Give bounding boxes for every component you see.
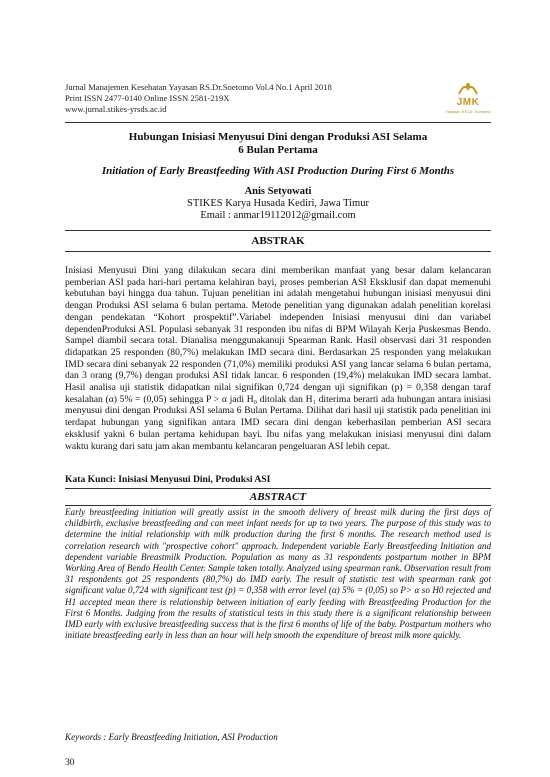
paper-title — [65, 131, 491, 157]
abstract-keywords: Keywords : Early Breastfeeding Initiation, ASI Production — [65, 732, 278, 742]
abstrak-top-divider — [65, 230, 491, 231]
abstract-body: Early breastfeeding initiation will greatly assist in the smooth delivery of breast milk during the first days of childbirth, exclusive breastfeeding and can meet infant needs for up to two years. The purpose of this study was to determine the initial relationship with milk production during the first 6 months. The research method used is correlation research with "prospective cohort" approach. Independent variable Early Breastfeeding Initiation and dependent variable Breastmilk Production. Population as many as 31 respondents postpartum mother in BPM Working Area of Bendo Health Center. Sample taken totally. Analyzed using spearman rank. Observation result from 31 respondents got 25 respondents (80,7%) do IMD early. The result of statistic test with spearman rank got significant value 0,724 with significant test (p) = 0,358 with error level (α) 5% = (0,05) so P> α so H0 rejected and H1 accepted mean there is relationship between initiation of early feeding with Breastfeeding Production for the First 6 Months. Judging from the results of statistical tests in this study there is a significant relationship between IMD early with exclusive breastfeeding success that is the first 6 months of life of the baby. Postpartum mothers who initiate breastfeeding early in less than an hour will help smooth the expenditure of breast milk more quickly. — [65, 507, 491, 641]
abstract-bottom-divider — [65, 505, 491, 506]
journal-logo-text: JMK — [456, 97, 480, 108]
journal-info — [65, 82, 332, 115]
author-email[interactable]: Email : anmar19112012@gmail.com — [200, 210, 356, 221]
paper-title-line1: Hubungan Inisiasi Menyusui Dini dengan Produksi ASI Selama — [128, 131, 428, 143]
abstrak-bottom-divider — [65, 251, 491, 252]
author-name: Anis Setyowati — [244, 186, 312, 197]
abstrak-heading: ABSTRAK — [251, 235, 305, 247]
journal-url[interactable]: www.jurnal.stikes-yrsds.ac.id — [65, 104, 167, 114]
journal-issn: Print ISSN 2477-0140 Online ISSN 2581-219X — [65, 93, 230, 103]
journal-logo-subtext: Yayasan RS Dr. Soetomo — [445, 109, 491, 114]
abstrak-keywords: Kata Kunci: Inisiasi Menyusui Dini, Produksi ASI — [65, 474, 271, 485]
journal-name: Jurnal Manajemen Kesehatan Yayasan RS.Dr.Soetomo Vol.4 No.1 April 2018 — [65, 82, 332, 92]
abstrak-body: Inisiasi Menyusui Dini yang dilakukan secara dini memberikan manfaat yang besar dalam kelancaran pemberian ASI pada hari-hari pertama kelahiran bayi, proses pemberian ASI Eksklusif dan dapat memenuhi kebutuhan bayi hingga dua tahun. Tujuan penelitian ini adalah mengetahui hubungan inisiasi menyusui dini dengan Produksi ASI selama 6 bulan pertama. Metode penelitian yang digunakan adalah penelitian korelasi dengan pendekatan “Kohort prospektif”.Variabel independen Inisiasi menyusui dini dan variabel dependenProduksi ASI. Populasi sebanyak 31 responden ibu nifas di BPM Wilayah Kerja Puskesmas Bendo. Sampel diambil secara total. Dianalisa menggunakanuji Spearman Rank. Hasil observasi dari 31 responden didapatkan 25 responden (80,7%) melakukan IMD secara dini. Berdasarkan 25 responden yang melakukan IMD secara dini sebanyak 22 responden (71,0%) memiliki produksi ASI yang lancar selama 6 bulan pertama, dan 3 orang (9,7%) dengan produksi ASI tidak lancar. 6 responden (19,4%) melakukan IMD secara lambat. Hasil analisa uji statistik didapatkan nilai signifikan 0,724 dengan uji signifikan (p) = 0,358 dengan taraf kesalahan (α) 5% = (0,05) sehingga P > α jadi H₀ ditolak dan H₁ diterima berarti ada hubungan antara inisiasi menyusui dini dengan Produksi ASI selama 6 Bulan Pertama. Dilihat dari hasil uji statistik pada penelitian ini terdapat hubungan yang signifikan antara IMD secara dini dengan keberhasilan pemberian ASI secara eksklusif yakni 6 bulan pertama kehidupan bayi. Ibu nifas yang melakukan inisiasi menyusui dini dalam waktu kurang dari satu jam akan membantu kelancaran pengeluaran ASI lebih cepat. — [65, 265, 491, 452]
journal-logo-icon — [457, 82, 479, 96]
abstract-top-divider — [65, 488, 491, 489]
author-block — [65, 186, 491, 222]
abstract-heading: ABSTRACT — [249, 491, 307, 503]
page-number: 30 — [65, 757, 75, 768]
author-affiliation: STIKES Karya Husada Kediri, Jawa Timur — [187, 198, 369, 209]
paper-title-line2: 6 Bulan Pertama — [238, 144, 318, 156]
journal-header — [65, 82, 491, 122]
header-divider — [65, 122, 491, 123]
journal-logo — [445, 82, 491, 118]
paper-title-english: Initiation of Early Breastfeeding With ASI Production During First 6 Months — [101, 165, 455, 177]
